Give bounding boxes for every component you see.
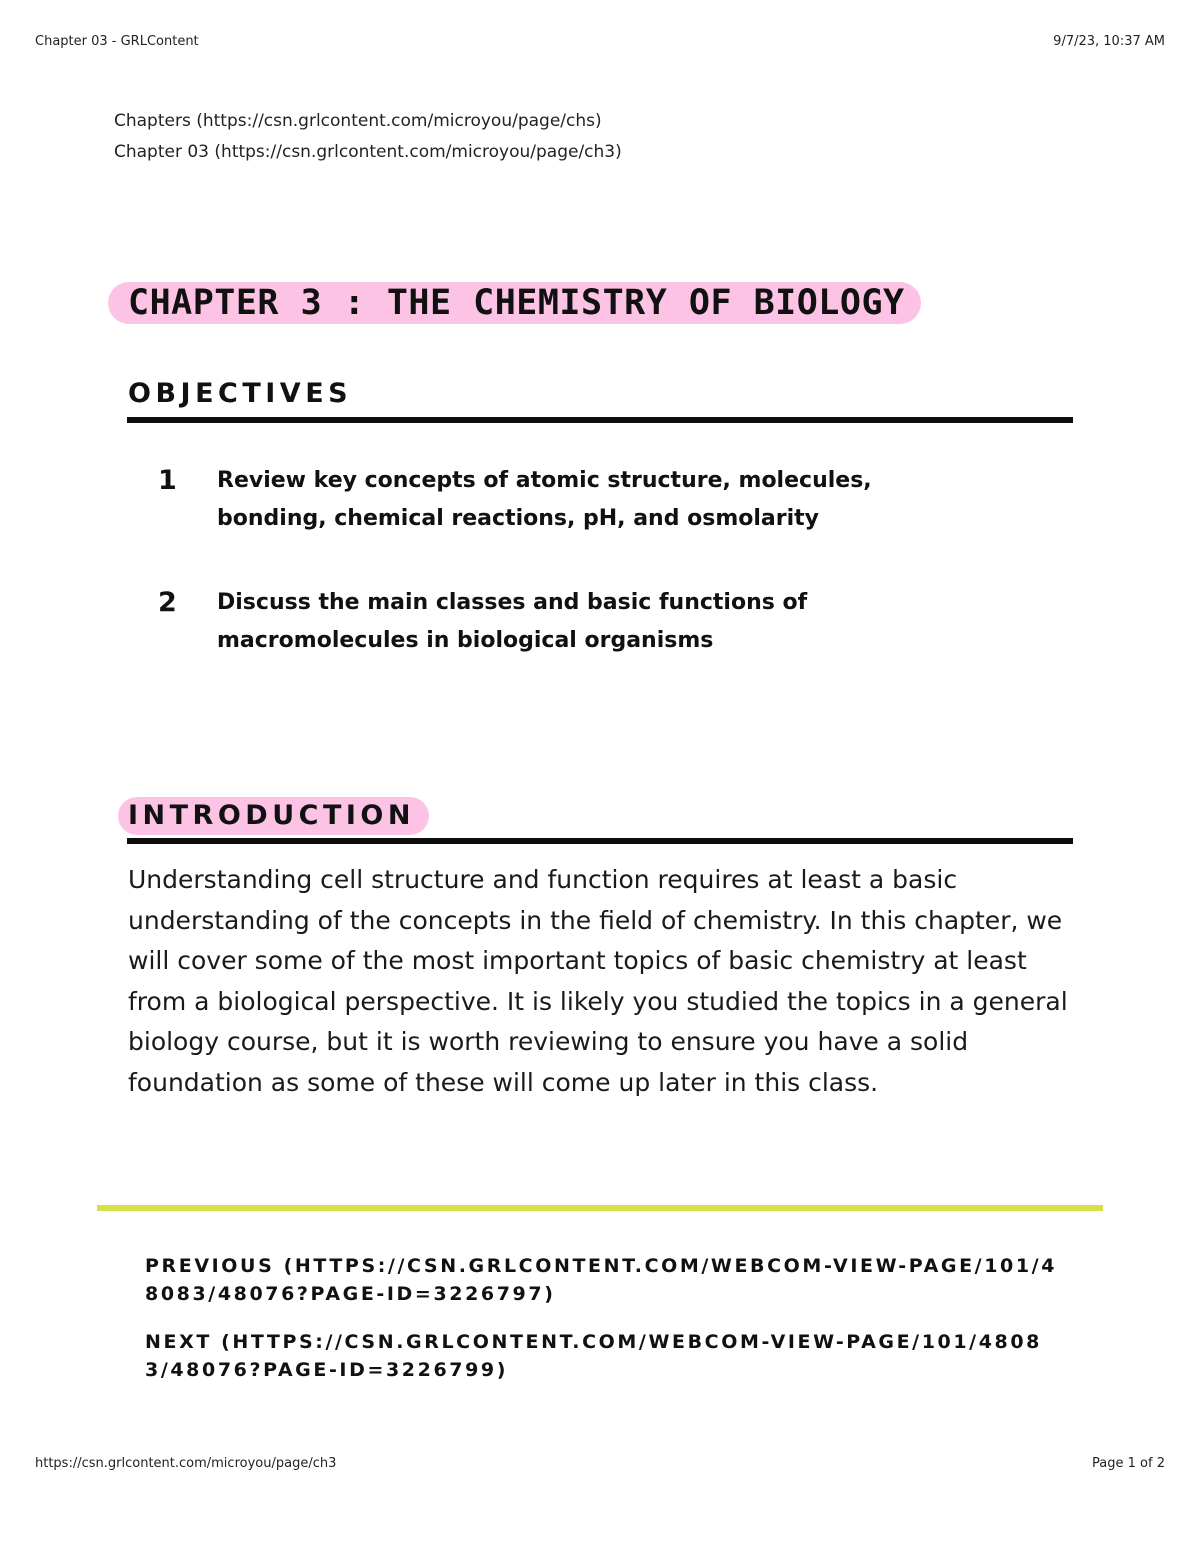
chapter-title-container xyxy=(108,282,921,324)
chapter-title: CHAPTER 3 : THE CHEMISTRY OF BIOLOGY xyxy=(108,282,921,324)
breadcrumb-link-chapters[interactable]: Chapters (https://csn.grlcontent.com/microyou/page/chs) xyxy=(114,111,602,131)
introduction-heading-container xyxy=(118,797,429,835)
print-footer-url: https://csn.grlcontent.com/microyou/page/ch3 xyxy=(35,1456,337,1471)
objectives-divider xyxy=(127,417,1073,423)
print-header-datetime: 9/7/23, 10:37 AM xyxy=(1053,34,1165,49)
introduction-divider xyxy=(127,838,1073,844)
breadcrumb-link-chapter-03[interactable]: Chapter 03 (https://csn.grlcontent.com/microyou/page/ch3) xyxy=(114,142,622,162)
objectives-heading: OBJECTIVES xyxy=(128,378,353,409)
breadcrumb xyxy=(114,106,622,168)
objective-number: 2 xyxy=(158,587,177,618)
introduction-heading: INTRODUCTION xyxy=(118,797,429,835)
next-page-link[interactable]: NEXT (HTTPS://CSN.GRLCONTENT.COM/WEBCOM-VIEW-PAGE/101/48083/48076?PAGE-ID=3226799) xyxy=(145,1331,1042,1381)
print-footer-page-indicator: Page 1 of 2 xyxy=(1092,1456,1165,1471)
objective-text: Discuss the main classes and basic functions of macromolecules in biological organisms xyxy=(217,590,808,653)
objective-number: 1 xyxy=(158,465,177,496)
footer-divider xyxy=(97,1205,1103,1211)
previous-page-link[interactable]: PREVIOUS (HTTPS://CSN.GRLCONTENT.COM/WEBCOM-VIEW-PAGE/101/48083/48076?PAGE-ID=3226797) xyxy=(145,1255,1058,1305)
print-header xyxy=(35,34,1165,52)
objective-text: Review key concepts of atomic structure, molecules, bonding, chemical reactions, pH, and osmolarity xyxy=(217,468,872,531)
print-header-title: Chapter 03 - GRLContent xyxy=(35,34,199,49)
introduction-paragraph: Understanding cell structure and function requires at least a basic understanding of the concepts in the field of chemistry. In this chapter, we will cover some of the most important topics of basic chemistry at least from a biological perspective. It is likely you studied the topics in a general biology course, but it is worth reviewing to ensure you have a solid foundation as some of these will come up later in this class. xyxy=(128,865,1068,1097)
print-footer xyxy=(35,1456,1165,1474)
